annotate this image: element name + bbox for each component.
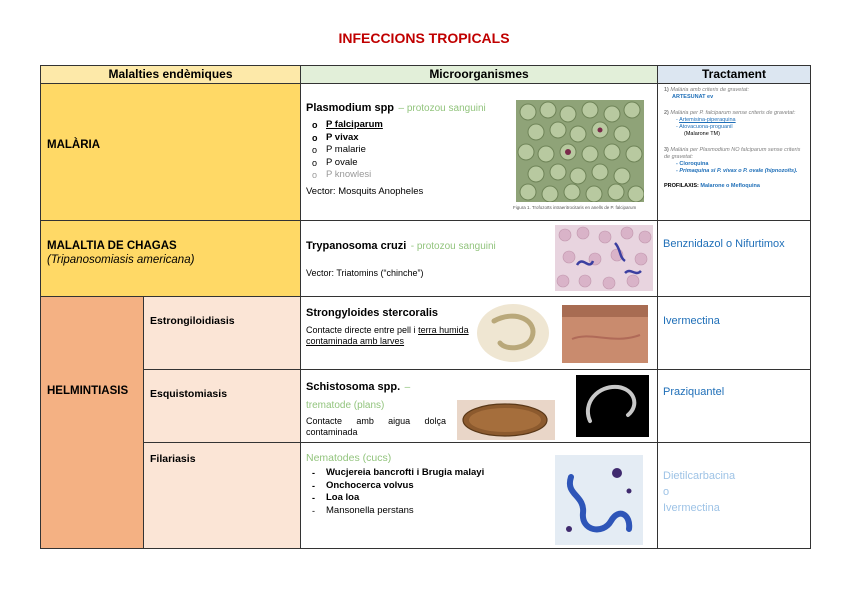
treatment-atovacuona: Atovacuona-proguanil: [679, 124, 733, 130]
malaria-organism-cell: [300, 83, 658, 221]
dietilcarbacina-treatment: Dietilcarbacina: [663, 470, 736, 482]
treatment-primaquina: Primaquina si P. vivax o P. ovale (hipnozoïts).: [679, 168, 798, 174]
trypanosoma-smear-image: [555, 225, 653, 291]
ivermectina-treatment-alt: Ivermectina: [663, 502, 720, 514]
malaria-species-list: [306, 119, 516, 182]
schistosoma-organism-type: – trematode (plans): [306, 382, 411, 411]
malaria-organism-type: – protozou sanguini: [398, 103, 486, 114]
estrongiloidiasis-label: Estrongiloidiasis: [150, 315, 235, 327]
estrongiloidiasis-treatment-cell: [657, 296, 811, 370]
malaria-disease-cell: [40, 83, 301, 221]
filaria-species-item: - Onchocerca volvus: [306, 480, 551, 493]
strongyloides-organism-cell: [300, 296, 658, 370]
chagas-label: [47, 240, 194, 266]
helmintiasis-group-cell: [40, 296, 144, 549]
treatment-or: o: [663, 486, 670, 498]
species-item: o P vivax: [306, 132, 516, 145]
treatment-item2-num: 2): [664, 110, 669, 116]
strongyloides-organism: Strongyloides stercoralis: [306, 307, 439, 319]
treatment-item1-text: Malària amb criteris de gravetat:: [670, 87, 749, 93]
malaria-treatment-cell: 1) Malària amb criteris de gravetat: ARTESUNAT ev 2) Malària per P. falciparum sense criteris de gravetat: - Artemisina-piperaquina - Atovacuona-proguanil (Malarone TM) 3) Malària per Plasmodium NO falciparum sense criteris de gravetat: - Cloroquina - Primaquina si P. vivax o P. ovale (hipnozoïts). PROFILAXIS: Malarone o Mefloquina: [657, 83, 811, 221]
filaria-species-item: - Wucjereia bancrofti i Brugia malayi: [306, 467, 551, 480]
prophylaxis-label: PROFILAXIS:: [664, 183, 699, 189]
chagas-treatment-cell: [657, 220, 811, 297]
treatment-item3-num: 3): [664, 147, 669, 153]
species-item: o P ovale: [306, 157, 516, 170]
chagas-vector: Vector: Triatomins (“chinche”): [306, 268, 424, 278]
chagas-organism-type: - protozou sanguini: [410, 241, 496, 252]
schistosoma-organism-cell: [300, 369, 658, 443]
treatment-item1-num: 1): [664, 87, 669, 93]
species-item: o P falciparum: [306, 119, 516, 132]
chagas-name: MALALTIA DE CHAGAS: [47, 240, 177, 252]
malaria-vector: Vector: Mosquits Anopheles: [306, 185, 424, 197]
estrongiloidiasis-cell: [143, 296, 301, 370]
malaria-label: MALÀRIA: [47, 139, 101, 151]
esquistomiasis-treatment-cell: [657, 369, 811, 443]
filariasis-cell: [143, 442, 301, 549]
chagas-organism-cell: [300, 220, 658, 297]
header-microorganisms: Microorganismes: [300, 65, 658, 84]
prophylaxis-drugs: Malarone o Mefloquina: [700, 183, 760, 189]
header-diseases: Malalties endèmiques: [40, 65, 301, 84]
chagas-disease-cell: [40, 220, 301, 297]
chagas-treatment: Benznidazol o Nifurtimox: [663, 238, 785, 250]
skin-rash-image: [562, 305, 648, 363]
malaria-blood-smear-image: [516, 100, 644, 202]
microfilaria-image: [555, 455, 643, 545]
page-title: INFECCIONS TROPICALS: [338, 30, 510, 46]
schistosoma-worm-image: [576, 375, 649, 437]
filariasis-organism-cell: [300, 442, 658, 549]
malaria-organism: Plasmodium spp: [306, 102, 395, 114]
schistosoma-contact: Contacte amb aigua dolça contaminada: [306, 416, 446, 437]
species-item: o P knowlesi: [306, 169, 516, 182]
treatment-artemisina: Artemisina-piperaquina: [679, 117, 736, 123]
species-item: o P malarie: [306, 144, 516, 157]
helmintiasis-label: HELMINTIASIS: [47, 385, 129, 397]
praziquantel-treatment: Praziquantel: [663, 386, 725, 398]
schistosoma-organism: Schistosoma spp.: [306, 381, 401, 393]
chagas-subtitle: (Tripanosomiasis americana): [47, 254, 195, 266]
nematodes-label: Nematodes (cucs): [306, 452, 392, 464]
filariasis-label: Filariasis: [150, 453, 196, 465]
treatment-item2-text: Malària per P. falciparum sense criteris de gravetat:: [670, 110, 796, 116]
treatment-cloroquina: Cloroquina: [679, 161, 709, 167]
esquistomiasis-label: Esquistomiasis: [150, 388, 228, 400]
filariasis-treatment-cell: [657, 442, 811, 549]
malaria-image-caption: Figura 1. Trofozoïts intraeritrocitaris en anells de P. falciparum: [513, 205, 637, 210]
treatment-artesunat: ARTESUNAT ev: [672, 94, 714, 100]
filaria-species-item: - Mansonella perstans: [306, 505, 551, 518]
strongyloides-contact-b: terra humida contaminada amb larves: [306, 325, 469, 346]
filaria-species-list: [306, 467, 551, 517]
treatment-malarone-note: (Malarone TM): [684, 131, 720, 137]
schistosoma-egg-image: [457, 400, 555, 440]
chagas-organism: Trypanosoma cruzi: [306, 240, 407, 252]
header-treatment: Tractament: [657, 65, 811, 84]
ivermectina-treatment: Ivermectina: [663, 315, 720, 327]
esquistomiasis-cell: [143, 369, 301, 443]
treatment-item3-text: Malària per Plasmodium NO falciparum sense criteris de gravetat:: [664, 147, 801, 160]
filaria-species-item: - Loa loa: [306, 492, 551, 505]
strongyloides-contact-a: Contacte directe entre pell i: [306, 325, 419, 335]
strongyloides-larva-image: [476, 303, 551, 363]
